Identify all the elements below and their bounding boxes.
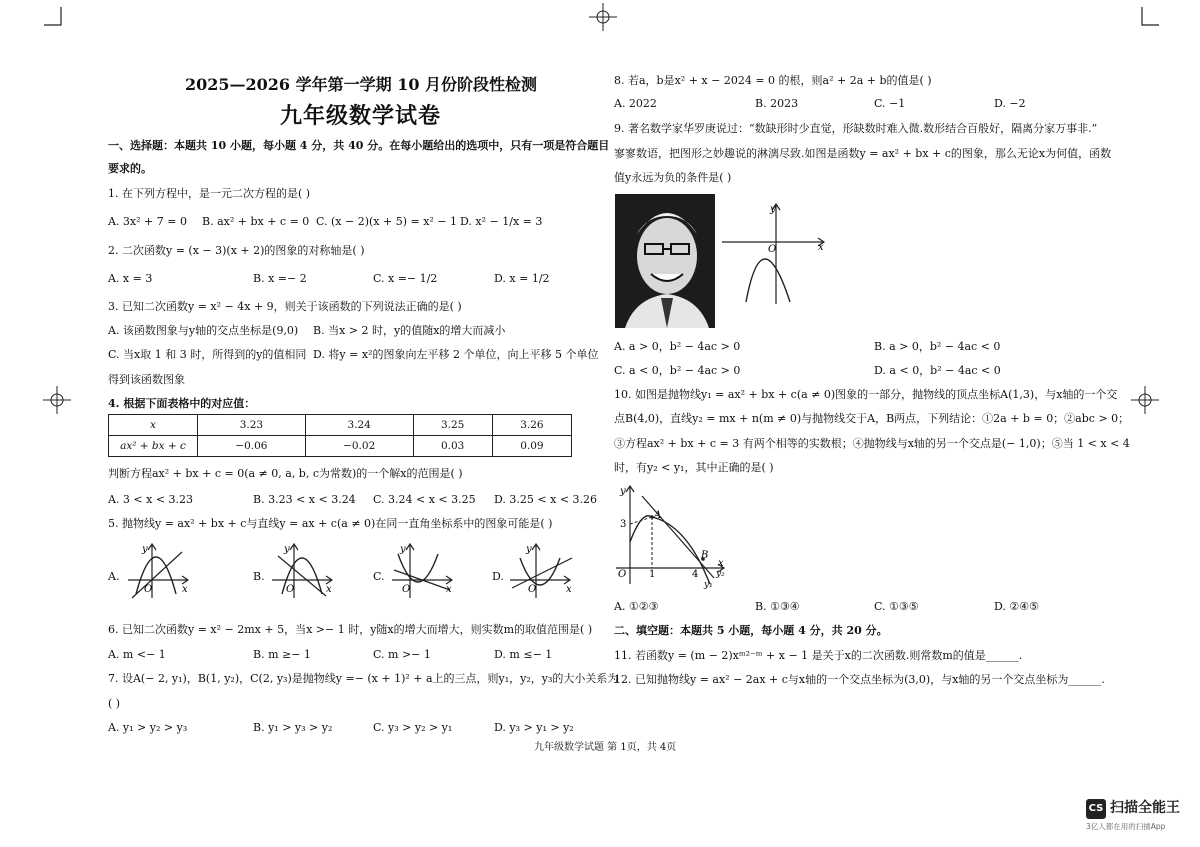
q11-stem: 11. 若函数y = (m − 2)xᵐ²⁻ᵐ + x − 1 是关于x的二次函数.则常数m的值是______. — [614, 649, 1023, 662]
registration-mark-right — [1130, 385, 1160, 415]
q8-option-b: B. 2023 — [755, 97, 799, 110]
registration-mark-top — [588, 2, 618, 32]
table-cell: ax² + bx + c — [109, 436, 198, 457]
q7-option-b: B. y₁ > y₃ > y₂ — [253, 721, 333, 734]
q2-stem: 2. 二次函数y = (x − 3)(x + 2)的图象的对称轴是( ) — [108, 244, 365, 257]
camscanner-tagline: 3亿人都在用的扫描App — [1086, 822, 1166, 831]
page-footer: 九年级数学试题 第 1页，共 4页 — [534, 742, 677, 753]
q10-axis-x: x — [718, 558, 724, 569]
q7-stem: 7. 设A(− 2, y₁)，B(1, y₂)，C(2, y₃)是抛物线y =− (x + 1)² + a上的三点，则y₁，y₂，y₃的大小关系为 — [108, 672, 619, 685]
q6-option-d: D. m ≤− 1 — [494, 648, 553, 661]
table-cell: 3.24 — [305, 415, 413, 436]
exam-title: 2025—2026 学年第一学期 10 月份阶段性检测 — [185, 75, 538, 94]
section1-heading-cont: 要求的。 — [108, 162, 152, 175]
q6-stem: 6. 已知二次函数y = x² − 2mx + 5，当x >− 1 时，y随x的增大而增大，则实数m的取值范围是( ) — [108, 623, 593, 636]
q10-graph — [612, 480, 732, 592]
q5-graph-a — [124, 540, 194, 602]
section1-heading: 一、选择题：本题共 10 小题，每小题 4 分，共 40 分。在每小题给出的选项中，只有一项是符合题目 — [108, 139, 610, 152]
svg-text:x: x — [326, 584, 332, 595]
q4-judge: 判断方程ax² + bx + c = 0(a ≠ 0, a, b, c为常数)的一个解x的范围是( ) — [108, 467, 463, 480]
q9-option-c: C. a < 0，b² − 4ac > 0 — [614, 364, 741, 377]
q9-option-d: D. a < 0，b² − 4ac < 0 — [874, 364, 1001, 377]
q10-stem: 10. 如图是抛物线y₁ = ax² + bx + c(a ≠ 0)图象的一部分，抛物线的顶点坐标A(1,3)，与x轴的一个交 — [614, 388, 1118, 401]
table-cell: −0.02 — [305, 436, 413, 457]
q10-stem-cont3: 时，有y₂ < y₁，其中正确的是( ) — [614, 461, 774, 474]
q6-option-a: A. m <− 1 — [108, 648, 166, 661]
svg-text:O: O — [402, 584, 411, 595]
q8-option-a: A. 2022 — [614, 97, 657, 110]
q3-option-d: D. 将y = x²的图象向左平移 2 个单位，向上平移 5 个单位 — [313, 348, 599, 361]
q6-option-b: B. m ≥− 1 — [253, 648, 311, 661]
q12-stem: 12. 已知抛物线y = ax² − 2ax + c与x轴的一个交点坐标为(3,0)，与x轴的另一个交点坐标为______. — [614, 673, 1105, 686]
q10-label-four: 4 — [692, 569, 699, 580]
camscanner-name: 扫描全能王 — [1110, 800, 1180, 816]
svg-text:y: y — [142, 544, 148, 555]
table-cell: 3.26 — [492, 415, 571, 436]
portrait-photo — [615, 194, 715, 328]
svg-text:O: O — [286, 584, 295, 595]
table-cell: 3.23 — [198, 415, 306, 436]
q8-option-d: D. −2 — [994, 97, 1026, 110]
q2-option-d: D. x = 1/2 — [494, 272, 550, 285]
q4-value-table — [108, 414, 572, 457]
q7-option-a: A. y₁ > y₂ > y₃ — [108, 721, 188, 734]
svg-text:y: y — [284, 544, 290, 555]
portrait-image — [615, 194, 715, 328]
crop-mark-top-left — [40, 5, 70, 27]
q10-axis-y: y — [620, 486, 626, 497]
svg-text:x: x — [566, 584, 572, 595]
q9-stem-cont2: 值y永远为负的条件是( ) — [614, 171, 732, 184]
q5-label-b: B. — [253, 570, 265, 583]
section2-heading: 二、填空题：本题共 5 小题，每小题 4 分，共 20 分。 — [614, 624, 888, 637]
q9-graph — [718, 198, 830, 310]
q5-graph-b — [268, 540, 338, 602]
q5-label-d: D. — [492, 570, 504, 583]
q2-option-a: A. x = 3 — [108, 272, 153, 285]
table-cell: x — [109, 415, 198, 436]
svg-text:x: x — [182, 584, 188, 595]
table-row — [109, 415, 572, 436]
q4-stem: 4. 根据下面表格中的对应值： — [108, 397, 256, 410]
q1-option-a: A. 3x² + 7 = 0 — [108, 215, 187, 228]
q9-stem-cont: 寥寥数语，把图形之妙趣说的淋漓尽致.如图是函数y = ax² + bx + c的图象，那么无论x为何值，函数 — [614, 147, 1112, 160]
q10-label-y1: y₁ — [704, 580, 713, 590]
q4-option-a: A. 3 < x < 3.23 — [108, 493, 194, 506]
table-cell: −0.06 — [198, 436, 306, 457]
svg-text:x: x — [446, 584, 452, 595]
q4-option-c: C. 3.24 < x < 3.25 — [373, 493, 476, 506]
q10-option-d: D. ②④⑤ — [994, 600, 1040, 613]
svg-text:O: O — [528, 584, 537, 595]
q1-stem: 1. 在下列方程中，是一元二次方程的是( ) — [108, 187, 311, 200]
q9-stem: 9. 著名数学家华罗庚说过：“数缺形时少直觉，形缺数时难入微.数形结合百般好，隔离分家万事非.” — [614, 122, 1098, 135]
q5-graph-d — [506, 540, 578, 602]
q1-option-b: B. ax² + bx + c = 0 — [202, 215, 310, 228]
registration-mark-left — [42, 385, 72, 415]
q1-option-c: C. (x − 2)(x + 5) = x² − 1 — [316, 215, 458, 228]
q10-label-y2: y₂ — [716, 569, 725, 579]
q9-option-b: B. a > 0，b² − 4ac < 0 — [874, 340, 1001, 353]
q5-label-c: C. — [373, 570, 385, 583]
q10-label-a: A — [654, 510, 662, 521]
q8-stem: 8. 若a，b是x² + x − 2024 = 0 的根，则a² + 2a + b的值是( ) — [614, 74, 932, 87]
q10-option-a: A. ①②③ — [614, 600, 659, 613]
q3-option-a: A. 该函数图象与y轴的交点坐标是(9,0) — [108, 324, 299, 337]
q8-option-c: C. −1 — [874, 97, 906, 110]
q5-graph-c — [388, 540, 458, 602]
q10-option-b: B. ①③④ — [755, 600, 800, 613]
q3-option-b: B. 当x > 2 时，y的值随x的增大而减小 — [313, 324, 506, 337]
q5-label-a: A. — [108, 570, 120, 583]
q9-option-a: A. a > 0，b² − 4ac > 0 — [614, 340, 741, 353]
q10-label-three: 3 — [620, 519, 627, 530]
table-row — [109, 436, 572, 457]
q10-origin: O — [618, 569, 627, 580]
q10-label-b: B — [701, 550, 709, 561]
svg-text:O: O — [144, 584, 153, 595]
q3-option-d-cont: 得到该函数图象 — [108, 373, 185, 386]
crop-mark-top-right — [1134, 5, 1164, 27]
q9-origin: O — [768, 244, 777, 255]
table-cell: 0.09 — [492, 436, 571, 457]
q7-option-d: D. y₃ > y₁ > y₂ — [494, 721, 574, 734]
q10-stem-cont2: ③方程ax² + bx + c = 3 有两个相等的实数根；④抛物线与x轴的另一个交点是(− 1,0)；⑤当 1 < x < 4 — [614, 437, 1130, 450]
camscanner-logo-icon: CS — [1086, 799, 1106, 819]
q10-option-c: C. ①③⑤ — [874, 600, 919, 613]
exam-subtitle: 九年级数学试卷 — [280, 103, 442, 129]
q4-option-b: B. 3.23 < x < 3.24 — [253, 493, 356, 506]
svg-text:y: y — [400, 544, 406, 555]
q10-label-one: 1 — [649, 569, 656, 580]
table-cell: 3.25 — [413, 415, 492, 436]
q10-stem-cont: 点B(4,0)，直线y₂ = mx + n(m ≠ 0)与抛物线交于A，B两点，下列结论：①2a + b = 0；②abc > 0； — [614, 412, 1130, 425]
q2-option-c: C. x =− 1/2 — [373, 272, 438, 285]
q3-stem: 3. 已知二次函数y = x² − 4x + 9，则关于该函数的下列说法正确的是( ) — [108, 300, 462, 313]
table-cell: 0.03 — [413, 436, 492, 457]
q9-axis-x: x — [818, 242, 824, 253]
q6-option-c: C. m >− 1 — [373, 648, 431, 661]
q5-stem: 5. 抛物线y = ax² + bx + c与直线y = ax + c(a ≠ 0)在同一直角坐标系中的图象可能是( ) — [108, 517, 553, 530]
q7-option-c: C. y₃ > y₂ > y₁ — [373, 721, 453, 734]
svg-text:y: y — [526, 544, 532, 555]
q2-option-b: B. x =− 2 — [253, 272, 307, 285]
q3-option-c: C. 当x取 1 和 3 时，所得到的y的值相同 — [108, 348, 307, 361]
q7-paren: ( ) — [108, 697, 121, 710]
q9-axis-y: y — [770, 204, 776, 215]
q1-option-d: D. x² − 1/x = 3 — [460, 215, 543, 228]
q4-option-d: D. 3.25 < x < 3.26 — [494, 493, 598, 506]
